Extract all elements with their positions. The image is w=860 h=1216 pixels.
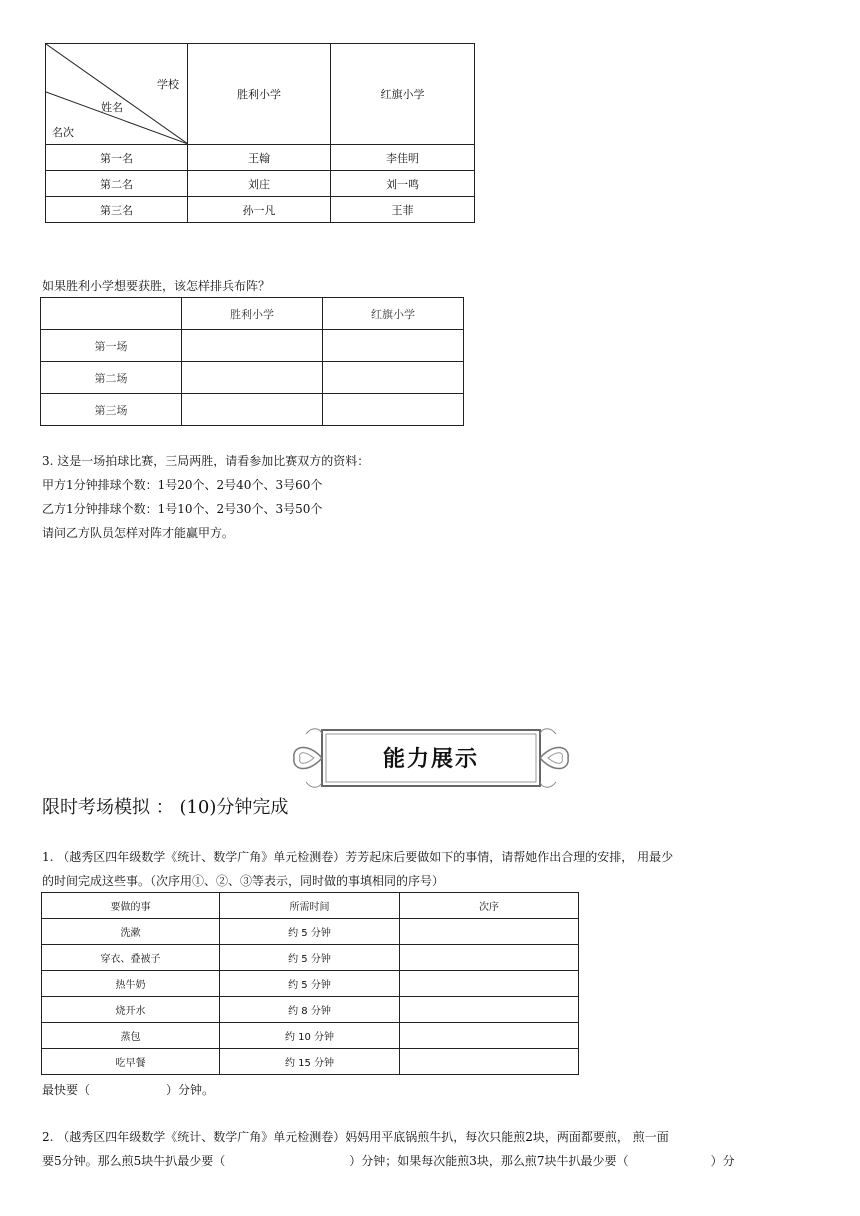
table-row	[41, 330, 464, 362]
empty-header-cell	[41, 298, 182, 330]
q3-line-b: 乙方1分钟排球个数：1号10个、2号30个、3号50个	[42, 502, 323, 516]
time-cell: 约 8 分钟	[220, 997, 400, 1023]
round-label: 第二场	[41, 362, 182, 394]
time-cell: 约 5 分钟	[220, 945, 400, 971]
name-cell: 李佳明	[331, 145, 475, 171]
round-label: 第一场	[41, 330, 182, 362]
table-row	[41, 394, 464, 426]
p2-text-b: ）分钟；如果每次能煎3块，那么煎7块牛扒最少要（	[349, 1154, 629, 1168]
answer-suffix: ）分钟。	[166, 1083, 215, 1097]
p2-text-a: 要5分钟。那么煎5块牛扒最少要（	[42, 1154, 226, 1168]
task-cell: 穿衣、叠被子	[42, 945, 220, 971]
table-row	[46, 145, 475, 171]
p2-line2	[42, 1149, 735, 1173]
q3-intro: 3. 这是一场拍球比赛，三局两胜，请看参加比赛双方的资料：	[42, 454, 370, 468]
rank-cell: 第一名	[46, 145, 188, 171]
column-header: 胜利小学	[188, 44, 331, 145]
column-header: 红旗小学	[331, 44, 475, 145]
order-cell[interactable]	[400, 971, 579, 997]
column-header: 胜利小学	[182, 298, 323, 330]
corner-rank-label: 名次	[52, 126, 74, 139]
task-cell: 热牛奶	[42, 971, 220, 997]
answer-cell[interactable]	[182, 394, 323, 426]
round-label: 第三场	[41, 394, 182, 426]
q3-line-a: 甲方1分钟排球个数：1号20个、2号40个、3号60个	[42, 478, 323, 492]
rank-table	[45, 43, 475, 223]
table-row	[42, 1049, 579, 1075]
column-header: 次序	[400, 893, 579, 919]
section-banner	[286, 722, 576, 794]
corner-name-label: 姓名	[101, 101, 123, 114]
time-cell: 约 5 分钟	[220, 971, 400, 997]
order-cell[interactable]	[400, 945, 579, 971]
p1-line2: 的时间完成这些事。（次序用①、②、③等表示，同时做的事填相同的序号）	[42, 874, 445, 888]
arrange-table	[40, 297, 464, 426]
task-cell: 吃早餐	[42, 1049, 220, 1075]
answer-cell[interactable]	[182, 362, 323, 394]
answer-cell[interactable]	[323, 362, 464, 394]
name-cell: 王菲	[331, 197, 475, 223]
table-row	[41, 362, 464, 394]
p2-line1: 2. （越秀区四年级数学《统计、数学广角》单元检测卷）妈妈用平底锅煎牛扒，每次只能煎2块，两面都要煎， 煎一面	[42, 1130, 669, 1144]
name-cell: 刘庄	[188, 171, 331, 197]
timed-title: 限时考场模拟 ： (10)分钟完成	[42, 797, 289, 818]
p1-answer-line	[42, 1078, 214, 1102]
order-cell[interactable]	[400, 1023, 579, 1049]
time-cell: 约 5 分钟	[220, 919, 400, 945]
q3-ask: 请问乙方队员怎样对阵才能赢甲方。	[42, 526, 235, 540]
answer-cell[interactable]	[182, 330, 323, 362]
column-header: 要做的事	[42, 893, 220, 919]
order-cell[interactable]	[400, 997, 579, 1023]
order-cell[interactable]	[400, 919, 579, 945]
diagonal-header-cell	[46, 44, 188, 145]
corner-school-label: 学校	[157, 78, 179, 91]
task-cell: 蒸包	[42, 1023, 220, 1049]
answer-cell[interactable]	[323, 394, 464, 426]
answer-cell[interactable]	[323, 330, 464, 362]
question-line: 如果胜利小学想要获胜，该怎样排兵布阵？	[42, 279, 271, 293]
rank-cell: 第二名	[46, 171, 188, 197]
task-cell: 烧开水	[42, 997, 220, 1023]
table-row	[42, 971, 579, 997]
table-row	[46, 171, 475, 197]
table-row	[42, 919, 579, 945]
table-row	[42, 945, 579, 971]
order-cell[interactable]	[400, 1049, 579, 1075]
name-cell: 孙一凡	[188, 197, 331, 223]
answer-prefix: 最快要（	[42, 1083, 91, 1097]
task-cell: 洗漱	[42, 919, 220, 945]
name-cell: 王翰	[188, 145, 331, 171]
name-cell: 刘一鸣	[331, 171, 475, 197]
time-cell: 约 15 分钟	[220, 1049, 400, 1075]
column-header: 所需时间	[220, 893, 400, 919]
table-row	[46, 197, 475, 223]
banner-title: 能力展示	[382, 747, 479, 772]
p1-line1: 1. （越秀区四年级数学《统计、数学广角》单元检测卷）芳芳起床后要做如下的事情，请帮她作出合理的安排， 用最少	[42, 850, 674, 864]
p2-text-c: ）分	[710, 1154, 735, 1168]
column-header: 红旗小学	[323, 298, 464, 330]
table-row	[42, 1023, 579, 1049]
task-table	[41, 892, 579, 1075]
table-row	[42, 997, 579, 1023]
time-cell: 约 10 分钟	[220, 1023, 400, 1049]
rank-cell: 第三名	[46, 197, 188, 223]
